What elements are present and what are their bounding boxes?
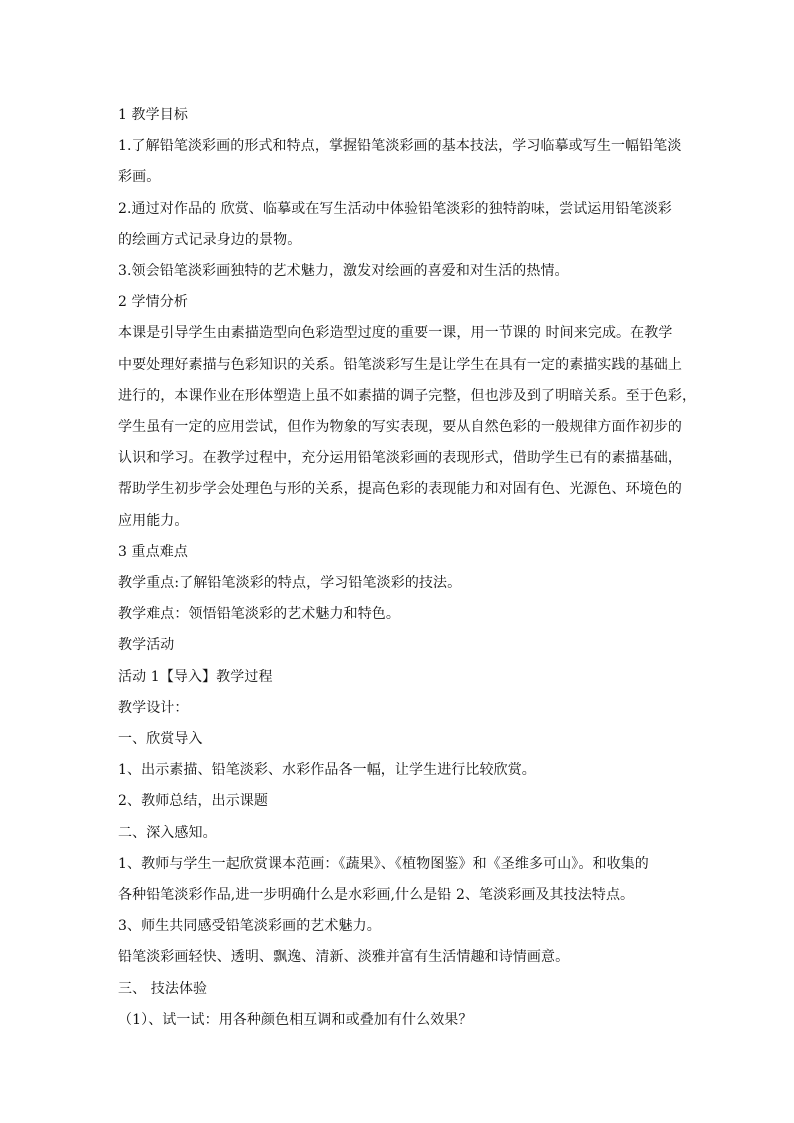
subheading-line: 三、 技法体验 (118, 980, 208, 997)
paragraph-line: 中要处理好素描与色彩知识的关系。铅笔淡彩写生是让学生在具有一定的素描实践的基础上 (118, 356, 682, 373)
subheading-line: 二、深入感知。 (118, 824, 217, 841)
section-heading-analysis: 2 学情分析 (118, 294, 188, 311)
paragraph-line: 学生虽有一定的应用尝试，但作为物象的写实表现，要从自然色彩的一般规律方面作初步的 (118, 419, 682, 436)
paragraph-line: 3.领会铅笔淡彩画独特的艺术魅力，激发对绘画的喜爱和对生活的热情。 (118, 263, 569, 280)
paragraph-line: 2.通过对作品的 欣赏、临摹或在写生活动中体验铅笔淡彩的独特韵味，尝试运用铅笔淡彩 (118, 200, 672, 217)
paragraph-line: 的绘画方式记录身边的景物。 (118, 231, 302, 248)
paragraph-line: 认识和学习。在教学过程中，充分运用铅笔淡彩画的表现形式，借助学生已有的素描基础， (118, 450, 682, 467)
paragraph-line: 教学重点:了解铅笔淡彩的特点，学习铅笔淡彩的技法。 (118, 575, 462, 592)
section-heading-activities: 教学活动 (118, 637, 175, 654)
paragraph-line: 本课是引导学生由素描造型向色彩造型过度的重要一课，用一节课的 时间来完成。在教学 (118, 325, 673, 342)
paragraph-line: 3、师生共同感受铅笔淡彩画的艺术魅力。 (118, 918, 381, 935)
paragraph-line: 铅笔淡彩画轻快、透明、飘逸、清新、淡雅并富有生活情趣和诗情画意。 (118, 949, 570, 966)
paragraph-line: 1.了解铅笔淡彩画的形式和特点，掌握铅笔淡彩画的基本技法，学习临摹或写生一幅铅笔淡 (118, 138, 682, 155)
document-page (118, 100, 697, 1036)
paragraph-line: 教学难点：领悟铅笔淡彩的艺术魅力和特色。 (118, 606, 400, 623)
paragraph-line: 进行的，本课作业在形体塑造上虽不如素描的调子完整，但也涉及到了明暗关系。至于色彩， (118, 387, 697, 404)
paragraph-line: 1、教师与学生一起欣赏课本范画：《蔬果》、《植物图鉴》和《圣维多可山》。和收集的 (118, 855, 649, 872)
paragraph-line: （1）、试一试：用各种颜色相互调和或叠加有什么效果？ (118, 1011, 473, 1028)
subheading-line: 一、欣赏导入 (118, 731, 203, 748)
paragraph-line: 活动 1【导入】教学过程 (118, 668, 273, 685)
paragraph-line: 教学设计： (118, 699, 189, 716)
paragraph-line: 帮助学生初步学会处理色与形的关系，提高色彩的表现能力和对固有色、光源色、环境色的 (118, 481, 682, 498)
section-heading-key-points: 3 重点难点 (118, 543, 188, 560)
paragraph-line: 2、教师总结，出示课题 (118, 793, 269, 810)
section-heading-objectives: 1 教学目标 (118, 107, 188, 123)
paragraph-line: 彩画。 (118, 169, 161, 186)
paragraph-line: 应用能力。 (118, 512, 189, 529)
paragraph-line: 各种铅笔淡彩作品,进一步明确什么是水彩画,什么是铅 2、笔淡彩画及其技法特点。 (118, 887, 635, 904)
paragraph-line: 1、出示素描、铅笔淡彩、水彩作品各一幅，让学生进行比较欣赏。 (118, 762, 536, 779)
